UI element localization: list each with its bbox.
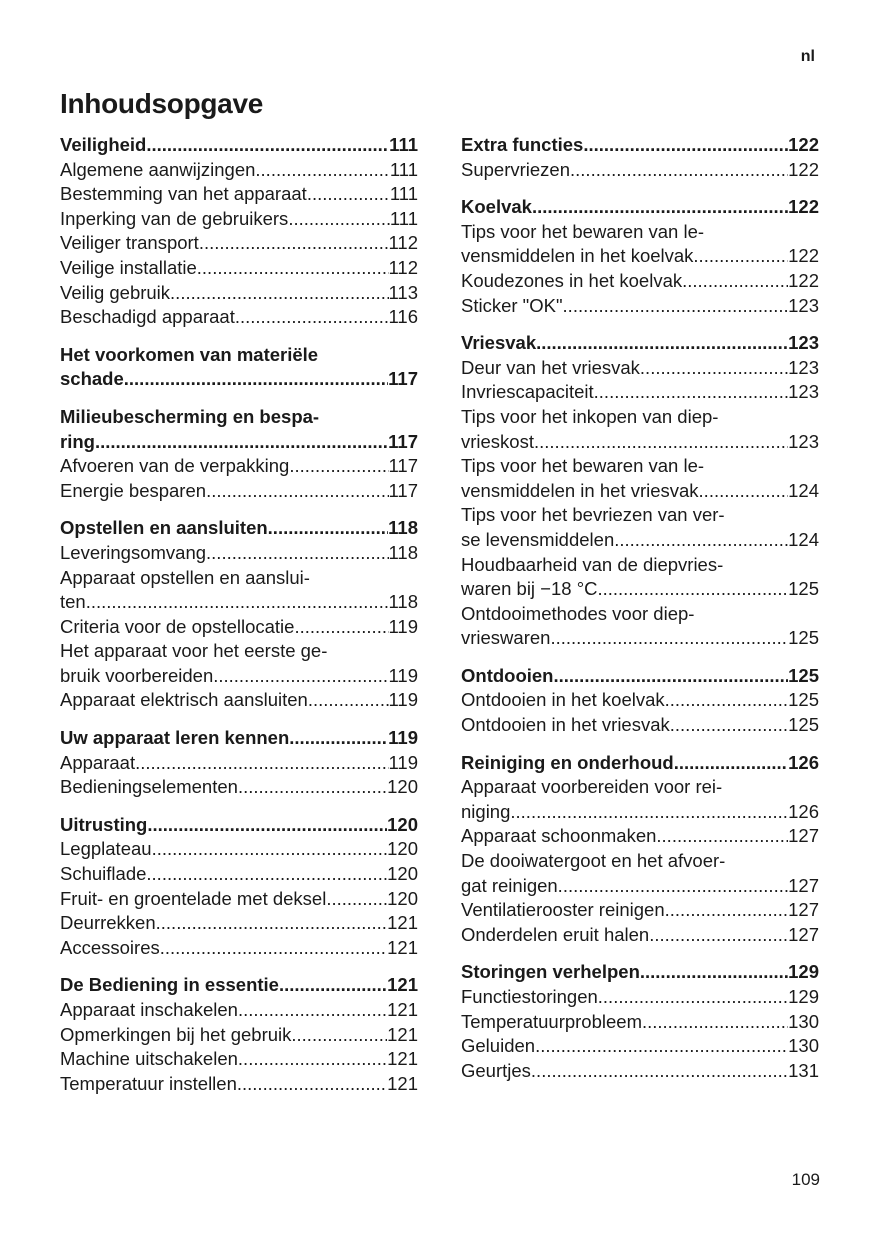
dot-leader bbox=[642, 1010, 788, 1035]
toc-entry-label: Geluiden bbox=[461, 1035, 536, 1057]
toc-entry-page: 121 bbox=[387, 936, 418, 958]
toc-entry-page: 124 bbox=[788, 528, 819, 550]
toc-entry-label: Onderdelen eruit halen bbox=[461, 923, 650, 945]
toc-column-right bbox=[461, 133, 819, 1096]
toc-heading-page: 111 bbox=[389, 134, 418, 155]
toc-entry-label: Deur van het vriesvak bbox=[461, 356, 640, 378]
toc-entry-label: vensmiddelen in het koelvak bbox=[461, 245, 694, 267]
toc-entry bbox=[60, 751, 418, 776]
toc-heading bbox=[461, 195, 819, 220]
toc-entry-label: vrieskost bbox=[461, 430, 534, 452]
toc-entry-page: 123 bbox=[788, 356, 819, 378]
toc-entry-page: 119 bbox=[388, 664, 418, 686]
toc-entry bbox=[461, 713, 819, 738]
dot-leader bbox=[206, 541, 388, 566]
dot-leader bbox=[268, 516, 388, 541]
dot-leader bbox=[289, 454, 388, 479]
toc-entry-page: 121 bbox=[387, 1023, 418, 1045]
dot-leader bbox=[255, 158, 389, 183]
dot-leader bbox=[95, 430, 388, 455]
toc-entry bbox=[60, 454, 418, 479]
toc-heading-page: 117 bbox=[388, 368, 418, 390]
dot-leader bbox=[510, 800, 788, 825]
toc-entry-label: Veilig gebruik bbox=[60, 281, 171, 303]
toc-entry-label: Opmerkingen bij het gebruik bbox=[60, 1023, 292, 1045]
toc-entry-label: Fruit- en groentelade met deksel bbox=[60, 887, 327, 909]
dot-leader bbox=[532, 195, 788, 220]
toc-heading bbox=[60, 430, 418, 455]
toc-entry bbox=[461, 1059, 819, 1084]
dot-leader bbox=[682, 269, 788, 294]
toc-entry-page: 123 bbox=[788, 381, 819, 403]
dot-leader bbox=[550, 626, 788, 651]
toc-entry-page: 112 bbox=[388, 256, 418, 278]
toc-entry-label: Machine uitschakelen bbox=[60, 1048, 238, 1070]
toc-heading-page: 125 bbox=[788, 664, 819, 686]
toc-entry-label: Accessoires bbox=[60, 936, 160, 958]
dot-leader bbox=[536, 331, 788, 356]
toc-entry-label: Legplateau bbox=[60, 838, 152, 860]
language-code: nl bbox=[800, 48, 815, 65]
toc-entry-label: Energie besparen bbox=[60, 479, 207, 501]
dot-leader bbox=[535, 1034, 788, 1059]
toc-entry bbox=[461, 244, 819, 269]
toc-entry-label: Ontdooien in het vriesvak bbox=[461, 714, 670, 736]
toc-entry-page: 120 bbox=[387, 863, 418, 885]
dot-leader bbox=[583, 133, 788, 158]
dot-leader bbox=[531, 1059, 788, 1084]
toc-entry-page: 130 bbox=[788, 1010, 819, 1032]
toc-entry-page: 121 bbox=[387, 912, 418, 934]
toc-entry-page: 111 bbox=[389, 183, 418, 205]
dot-leader bbox=[553, 664, 788, 689]
dot-leader bbox=[199, 231, 389, 256]
toc-entry bbox=[461, 898, 819, 923]
dot-leader bbox=[307, 182, 390, 207]
toc-entry bbox=[60, 1047, 418, 1072]
toc-entry-label: se levensmiddelen bbox=[461, 528, 615, 550]
dot-leader bbox=[152, 837, 388, 862]
toc-entry-label: bruik voorbereiden bbox=[60, 664, 214, 686]
dot-leader bbox=[534, 430, 788, 455]
toc-entry bbox=[60, 998, 418, 1023]
toc-heading bbox=[60, 367, 418, 392]
toc-entry-page: 123 bbox=[788, 294, 819, 316]
toc-entry bbox=[461, 294, 819, 319]
dot-leader bbox=[289, 726, 388, 751]
toc-entry-page: 119 bbox=[388, 689, 418, 711]
toc-entry bbox=[60, 590, 418, 615]
toc-entry bbox=[60, 305, 418, 330]
toc-entry bbox=[60, 1023, 418, 1048]
dot-leader bbox=[563, 874, 788, 899]
toc-heading-text-line: Milieubescherming en bespa- bbox=[60, 405, 320, 427]
toc-heading bbox=[60, 726, 418, 751]
toc-entry-page: 131 bbox=[788, 1059, 819, 1081]
toc-entry bbox=[461, 1010, 819, 1035]
toc-entry-page: 127 bbox=[788, 874, 819, 896]
toc-heading-page: 118 bbox=[388, 517, 418, 539]
toc-section bbox=[461, 331, 819, 651]
toc-entry-label: Ventilatierooster reinigen bbox=[461, 899, 665, 921]
toc-entry-label: gat reinigen. bbox=[461, 874, 563, 896]
toc-entry bbox=[461, 380, 819, 405]
dot-leader bbox=[699, 479, 789, 504]
toc-heading-label: schade bbox=[60, 368, 124, 390]
toc-entry bbox=[60, 887, 418, 912]
toc-entry-label: Geurtjes bbox=[461, 1059, 531, 1081]
dot-leader bbox=[197, 256, 389, 281]
toc-entry bbox=[461, 824, 819, 849]
toc-entry bbox=[461, 158, 819, 183]
toc-entry bbox=[461, 430, 819, 455]
toc-entry-page: 122 bbox=[788, 245, 819, 267]
toc-entry-label: Afvoeren van de verpakking bbox=[60, 455, 290, 477]
dot-leader bbox=[235, 305, 389, 330]
toc-entry-label: Invriescapaciteit bbox=[461, 381, 594, 403]
toc-entry bbox=[461, 479, 819, 504]
toc-entry bbox=[60, 479, 418, 504]
toc-section bbox=[60, 726, 418, 800]
dot-leader bbox=[238, 998, 387, 1023]
toc-section bbox=[60, 343, 418, 392]
toc-heading-label: Extra functies bbox=[461, 134, 584, 155]
toc-heading bbox=[60, 516, 418, 541]
toc-entry-text-line: Tips voor het bevriezen van ver- bbox=[461, 504, 725, 526]
toc-entry-label: niging bbox=[461, 800, 511, 822]
toc-entry-label: waren bij −18 °C bbox=[461, 578, 598, 600]
toc-heading-label: Opstellen en aansluiten bbox=[60, 517, 268, 539]
toc-entry bbox=[461, 688, 819, 713]
toc-entry-page: 118 bbox=[388, 591, 418, 613]
toc-entry-label: Algemene aanwijzingen bbox=[60, 158, 256, 180]
toc-section bbox=[60, 973, 418, 1096]
toc-entry-page: 111 bbox=[389, 158, 418, 180]
toc-section bbox=[461, 960, 819, 1083]
toc-entry-page: 117 bbox=[388, 455, 418, 477]
toc-entry-text-line: Apparaat voorbereiden voor rei- bbox=[461, 776, 723, 798]
toc-section bbox=[60, 516, 418, 713]
toc-heading-page: 122 bbox=[788, 196, 819, 218]
dot-leader bbox=[86, 590, 389, 615]
toc-entry bbox=[60, 664, 418, 689]
dot-leader bbox=[135, 751, 388, 776]
toc-heading bbox=[60, 133, 418, 158]
toc-entry bbox=[60, 182, 418, 207]
toc-entry-label: Bestemming van het apparaat bbox=[60, 183, 307, 205]
toc-entry-label: vrieswaren bbox=[461, 627, 551, 649]
toc-heading-page: 120 bbox=[387, 813, 418, 835]
toc-entry-label: Veiliger transport bbox=[60, 232, 199, 254]
toc-entry-label: Apparaat elektrisch aansluiten bbox=[60, 689, 308, 711]
toc-entry-page: 120 bbox=[387, 887, 418, 909]
toc-heading-page: 119 bbox=[388, 727, 418, 749]
dot-leader bbox=[213, 664, 388, 689]
toc-entry-page: 117 bbox=[388, 479, 418, 501]
toc-entry-label: Temperatuurprobleem bbox=[461, 1010, 642, 1032]
toc-entry-page: 123 bbox=[788, 430, 819, 452]
toc-entry-page: 124 bbox=[788, 479, 819, 501]
dot-leader bbox=[570, 158, 788, 183]
toc-entry-text-line: Tips voor het bewaren van le- bbox=[461, 455, 705, 477]
dot-leader bbox=[670, 713, 788, 738]
dot-leader bbox=[665, 898, 788, 923]
toc-heading-page: 122 bbox=[788, 134, 819, 155]
toc-entry bbox=[461, 269, 819, 294]
toc-entry bbox=[60, 541, 418, 566]
toc-section bbox=[60, 405, 418, 503]
toc-entry-page: 119 bbox=[388, 615, 418, 637]
dot-leader bbox=[670, 688, 788, 713]
dot-leader bbox=[674, 751, 788, 776]
toc-entry-label: ten bbox=[60, 591, 86, 613]
dot-leader bbox=[146, 862, 387, 887]
dot-leader bbox=[291, 1023, 387, 1048]
dot-leader bbox=[288, 207, 390, 232]
toc-entry bbox=[461, 1034, 819, 1059]
dot-leader bbox=[124, 367, 388, 392]
toc-section bbox=[461, 195, 819, 318]
toc-entry bbox=[60, 862, 418, 887]
dot-leader bbox=[160, 936, 387, 961]
toc-entry-label: Apparaat bbox=[60, 751, 136, 773]
toc-section bbox=[461, 133, 819, 182]
toc-entry bbox=[60, 837, 418, 862]
toc-entry-page: 129 bbox=[788, 986, 819, 1007]
toc-entry bbox=[60, 281, 418, 306]
toc-entry bbox=[461, 923, 819, 948]
toc-entry bbox=[461, 626, 819, 651]
toc-entry-page: 122 bbox=[788, 269, 819, 291]
toc-entry-label: Beschadigd apparaat bbox=[60, 306, 235, 328]
toc-entry-page: 111 bbox=[389, 207, 418, 229]
toc-entry-text-line: Tips voor het bewaren van le- bbox=[461, 220, 705, 242]
toc-section bbox=[461, 664, 819, 738]
dot-leader bbox=[156, 911, 387, 936]
toc-heading bbox=[60, 973, 418, 998]
toc-entry-text-line: Ontdooimethodes voor diep- bbox=[461, 602, 695, 624]
toc-entry bbox=[60, 158, 418, 183]
toc-heading-text-line: Het voorkomen van materiële bbox=[60, 343, 319, 365]
toc-entry-page: 121 bbox=[387, 1072, 418, 1094]
toc-entry-page: 126 bbox=[788, 800, 819, 822]
toc-heading-label: ring bbox=[60, 430, 95, 452]
toc-entry-label: Inperking van de gebruikers bbox=[60, 207, 289, 229]
dot-leader bbox=[238, 1047, 387, 1072]
dot-leader bbox=[614, 528, 788, 553]
toc-heading-page: 129 bbox=[788, 961, 819, 983]
toc-entry bbox=[60, 911, 418, 936]
toc-entry-page: 112 bbox=[388, 232, 418, 254]
toc-heading-page: 126 bbox=[788, 751, 819, 773]
toc-entry-label: Criteria voor de opstellocatie bbox=[60, 615, 295, 637]
toc-entry-label: Schuiflade bbox=[60, 863, 147, 885]
toc-heading bbox=[461, 960, 819, 985]
toc-entry-label: Koudezones in het koelvak bbox=[461, 269, 683, 291]
toc-entry-page: 116 bbox=[388, 306, 418, 328]
toc-entry-page: 127 bbox=[788, 899, 819, 921]
dot-leader bbox=[563, 294, 789, 319]
toc-entry bbox=[60, 688, 418, 713]
toc-entry-label: Sticker "OK" bbox=[461, 294, 563, 316]
toc-entry-label: Deurrekken bbox=[60, 912, 156, 934]
dot-leader bbox=[147, 813, 387, 838]
dot-leader bbox=[656, 824, 788, 849]
toc-entry bbox=[461, 800, 819, 825]
toc-entry-page: 119 bbox=[388, 751, 418, 773]
toc-entry-label: Apparaat inschakelen bbox=[60, 999, 238, 1020]
toc-entry-page: 121 bbox=[387, 1048, 418, 1070]
dot-leader bbox=[294, 615, 388, 640]
toc-heading bbox=[60, 813, 418, 838]
toc-entry-label: Bedieningselementen bbox=[60, 776, 238, 798]
toc-heading-label: Veiligheid bbox=[60, 134, 147, 155]
toc-heading-label: Ontdooien bbox=[461, 664, 554, 686]
toc-heading-page: 117 bbox=[388, 430, 418, 452]
toc-entry-text-line: Het apparaat voor het eerste ge- bbox=[60, 640, 328, 662]
dot-leader bbox=[640, 960, 788, 985]
toc-entry-label: Ontdooien in het koelvak. bbox=[461, 689, 670, 711]
toc-entry bbox=[461, 577, 819, 602]
toc-heading-label: Koelvak bbox=[461, 196, 532, 218]
dot-leader bbox=[237, 1072, 387, 1097]
toc-entry bbox=[60, 207, 418, 232]
toc-entry-page: 122 bbox=[788, 158, 819, 180]
toc-entry-label: Leveringsomvang bbox=[60, 541, 207, 563]
toc-heading-label: Vriesvak bbox=[461, 332, 537, 354]
toc-heading-label: De Bediening in essentie bbox=[60, 974, 279, 996]
toc-heading bbox=[461, 664, 819, 689]
toc-entry-page: 125 bbox=[788, 578, 819, 600]
toc-heading-page: 121 bbox=[387, 974, 418, 996]
toc-entry bbox=[60, 936, 418, 961]
toc-entry-label: Veilige installatie bbox=[60, 256, 197, 278]
toc-entry-label: Temperatuur instellen bbox=[60, 1072, 237, 1094]
toc-entry-label: vensmiddelen in het vriesvak bbox=[461, 479, 699, 501]
dot-leader bbox=[206, 479, 388, 504]
toc-entry bbox=[461, 356, 819, 381]
dot-leader bbox=[598, 985, 788, 1010]
toc-section bbox=[60, 133, 418, 330]
dot-leader bbox=[594, 380, 788, 405]
dot-leader bbox=[640, 356, 788, 381]
dot-leader bbox=[146, 133, 389, 158]
toc-entry-page: 127 bbox=[788, 923, 819, 945]
toc-heading-label: Uitrusting bbox=[60, 813, 148, 835]
toc-entry-label: Functiestoringen bbox=[461, 986, 598, 1007]
toc-heading-label: Reiniging en onderhoud bbox=[461, 751, 674, 773]
dot-leader bbox=[170, 281, 388, 306]
toc-section bbox=[60, 813, 418, 961]
toc-entry-text-line: Tips voor het inkopen van diep- bbox=[461, 405, 719, 427]
toc-entry-page: 127 bbox=[788, 825, 819, 847]
toc-column-left bbox=[60, 133, 418, 1109]
toc-entry bbox=[60, 615, 418, 640]
toc-entry-page: 125 bbox=[788, 627, 819, 649]
toc-entry-page: 113 bbox=[388, 281, 418, 303]
toc-heading bbox=[461, 751, 819, 776]
page-number: 109 bbox=[791, 1170, 820, 1189]
toc-entry-label: Apparaat schoonmaken bbox=[461, 825, 657, 847]
dot-leader bbox=[279, 973, 387, 998]
toc-entry bbox=[60, 775, 418, 800]
toc-section bbox=[461, 751, 819, 948]
toc-heading bbox=[461, 133, 819, 158]
toc-entry bbox=[461, 985, 819, 1010]
toc-heading-label: Uw apparaat leren kennen bbox=[60, 727, 290, 749]
toc-entry bbox=[60, 256, 418, 281]
toc-entry-page: 125 bbox=[788, 714, 819, 736]
toc-entry-page: 120 bbox=[387, 776, 418, 798]
toc-heading bbox=[461, 331, 819, 356]
dot-leader bbox=[649, 923, 788, 948]
toc-entry bbox=[60, 1072, 418, 1097]
toc-heading-page: 123 bbox=[788, 332, 819, 354]
toc-entry-page: 118 bbox=[388, 541, 418, 563]
toc-entry bbox=[60, 231, 418, 256]
toc-entry bbox=[461, 528, 819, 553]
toc-heading-label: Storingen verhelpen bbox=[461, 961, 640, 983]
dot-leader bbox=[308, 688, 389, 713]
toc-entry-page: 121 bbox=[387, 999, 418, 1020]
toc-entry-label: Supervriezen bbox=[461, 158, 571, 180]
toc-entry-text-line: Houdbaarheid van de diepvries- bbox=[461, 553, 724, 575]
page-title: Inhoudsopgave bbox=[60, 88, 263, 119]
toc-entry bbox=[461, 874, 819, 899]
dot-leader bbox=[693, 244, 788, 269]
dot-leader bbox=[238, 775, 387, 800]
dot-leader bbox=[597, 577, 788, 602]
toc-entry-page: 130 bbox=[788, 1035, 819, 1057]
toc-entry-text-line: De dooiwatergoot en het afvoer- bbox=[461, 850, 726, 872]
toc-entry-page: 120 bbox=[387, 838, 418, 860]
toc-entry-text-line: Apparaat opstellen en aanslui- bbox=[60, 566, 310, 588]
dot-leader bbox=[326, 887, 387, 912]
toc-entry-page: 125 bbox=[788, 689, 819, 711]
